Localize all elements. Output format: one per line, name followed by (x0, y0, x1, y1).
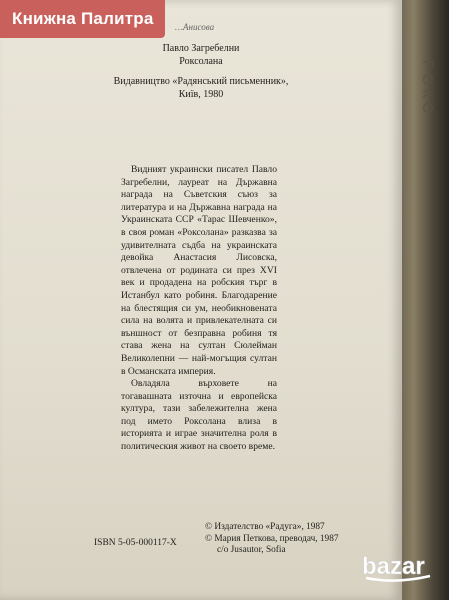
copyright-agency: c/o Jusautor, Sofia (217, 545, 286, 555)
spine-lettering: РОКС (419, 60, 436, 117)
original-publisher: Видавництво «Радянський письменник», (113, 76, 289, 87)
annotation-paragraph: Овладяла върховете на тогавашната източна и европейска култура, тази забележителна жена под името Роксолана влиза в историята и играе значителна роля в политическия живот на своето време. (121, 378, 277, 453)
original-city-year: Київ, 1980 (178, 89, 224, 100)
bazar-logo-text: bazar (362, 553, 425, 580)
bazar-logo (360, 548, 442, 582)
book-header (0, 42, 402, 101)
copyright-translator: © Мария Петкова, преводач, 1987 (205, 533, 339, 544)
annotation-paragraph: Видният украински писател Павло Загребелни, лауреат на Държавна награда на Съветския съюз за литература и на Държавна награда на Украинската ССР «Тарас Шевченко», в своя роман «Роксолана» разказва за удивителната съдба на украинската девойка Анастасия Лисовска, отвлечена от родината си през XVI век и продадена на робския търг в Истанбул като робиня. Благодарение на блестящия си ум, необикновената сила на волята и привлекателната си външност от безправна робиня тя става жена на султан Сюлейман Великолепни — най-могъщия султан в Османската империя. (121, 164, 277, 377)
copyright-publisher: © Издателство «Радуга», 1987 (205, 522, 325, 532)
store-watermark: Книжна Палитра (0, 0, 165, 38)
author-name: Павло Загребелни (162, 43, 240, 54)
isbn-number: ISBN 5-05-000117-X (94, 538, 177, 548)
copyright-block (205, 522, 339, 557)
book-title: Роксолана (179, 56, 223, 67)
annotation-text (121, 164, 277, 454)
cut-off-header-text: …Анисова (175, 22, 215, 32)
